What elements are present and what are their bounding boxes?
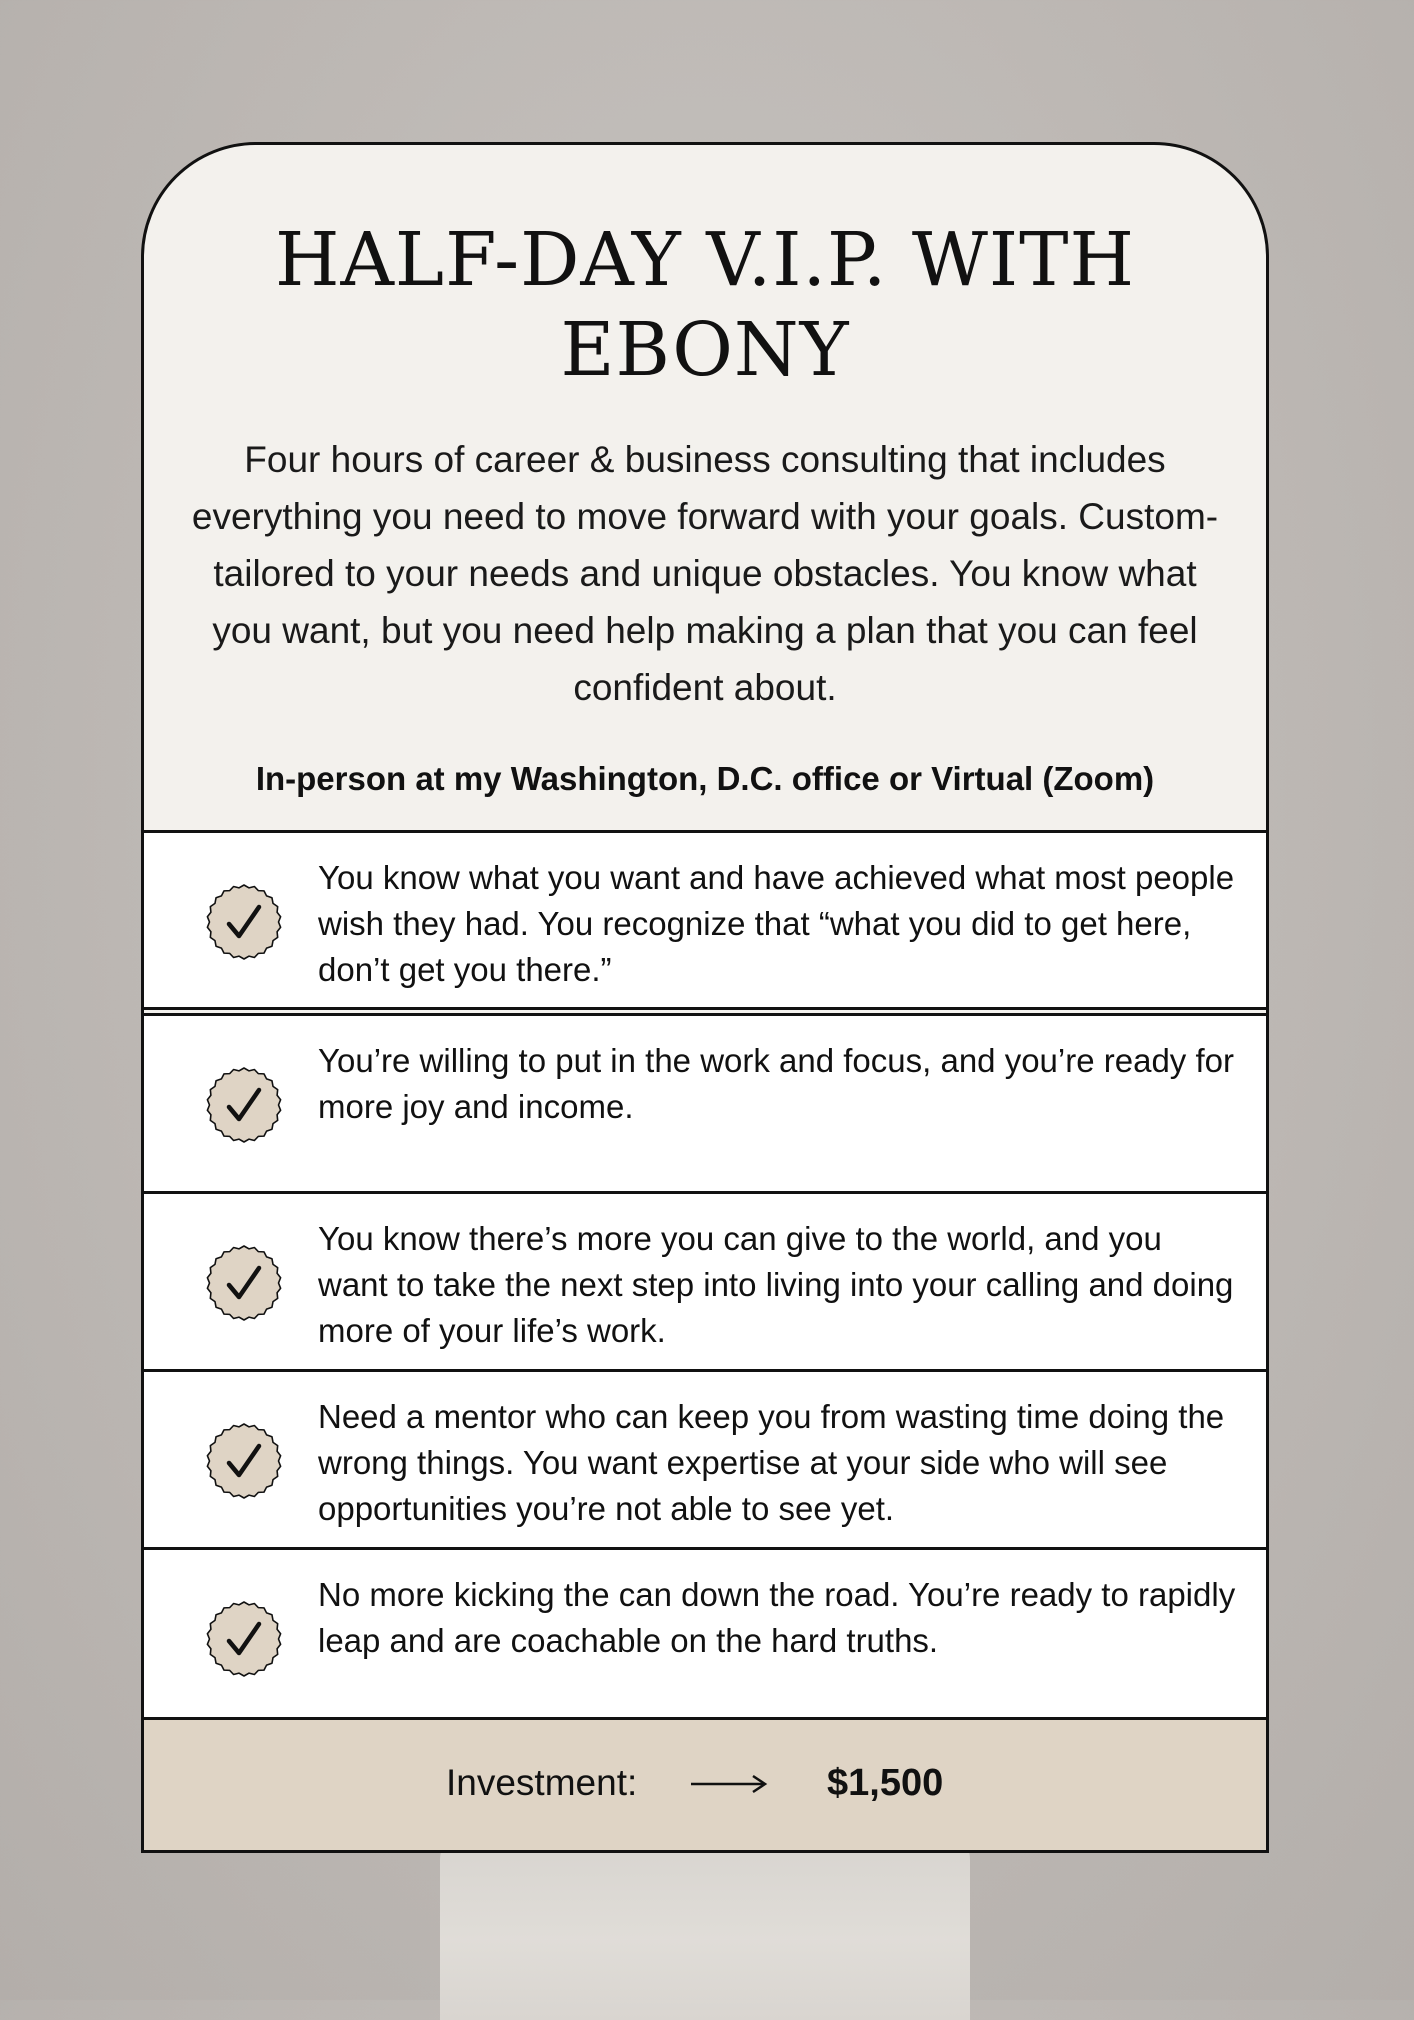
offer-card [141,142,1269,1853]
list-item [144,1369,1266,1547]
list-item [144,1191,1266,1369]
checkmark-badge-icon [205,883,283,961]
checkmark-badge-icon [205,1600,283,1678]
list-item [144,830,1266,1010]
checkmark-badge-icon [205,1244,283,1322]
page-title: HALF-DAY V.I.P. WITH EBONY [274,217,1136,393]
investment-bar [144,1717,1266,1850]
list-item-text: Need a mentor who can keep you from wasting time doing the wrong things. You want expertise at your side who will see opportunities you’re not able to see yet. [318,1398,1225,1527]
list-item [144,1013,1266,1191]
card-header [144,145,1266,831]
checkmark-badge-shape [205,1600,283,1678]
benefit-list [144,830,1266,1725]
arrow-right-icon [689,1772,769,1796]
checkmark-badge-icon [205,1066,283,1144]
list-item-text: You know what you want and have achieved what most people wish they had. You recognize that “what you did to get here, don’t get you there.” [318,859,1235,988]
investment-price: $1,500 [827,1762,944,1804]
checkmark-badge-icon [205,1422,283,1500]
checkmark-badge-shape [205,1066,283,1144]
checkmark-badge-shape [205,1422,283,1500]
location-info: In-person at my Washington, D.C. office or Virtual (Zoom) [255,760,1155,797]
list-item-text: You know there’s more you can give to the world, and you want to take the next step into living into your calling and doing more of your life’s work. [318,1220,1234,1349]
offer-description: Four hours of career & business consulting that includes everything you need to move forward with your goals. Custom-tailored to your needs and unique obstacles. You know what you want, but you need help making a plan that you can feel confident about. [191,439,1219,708]
checkmark-badge-shape [205,883,283,961]
list-item-text: No more kicking the can down the road. You’re ready to rapidly leap and are coachable on the hard truths. [318,1576,1236,1659]
list-item-text: You’re willing to put in the work and focus, and you’re ready for more joy and income. [318,1042,1234,1125]
checkmark-badge-shape [205,1244,283,1322]
list-item [144,1547,1266,1725]
investment-label: Investment: [446,1762,638,1803]
